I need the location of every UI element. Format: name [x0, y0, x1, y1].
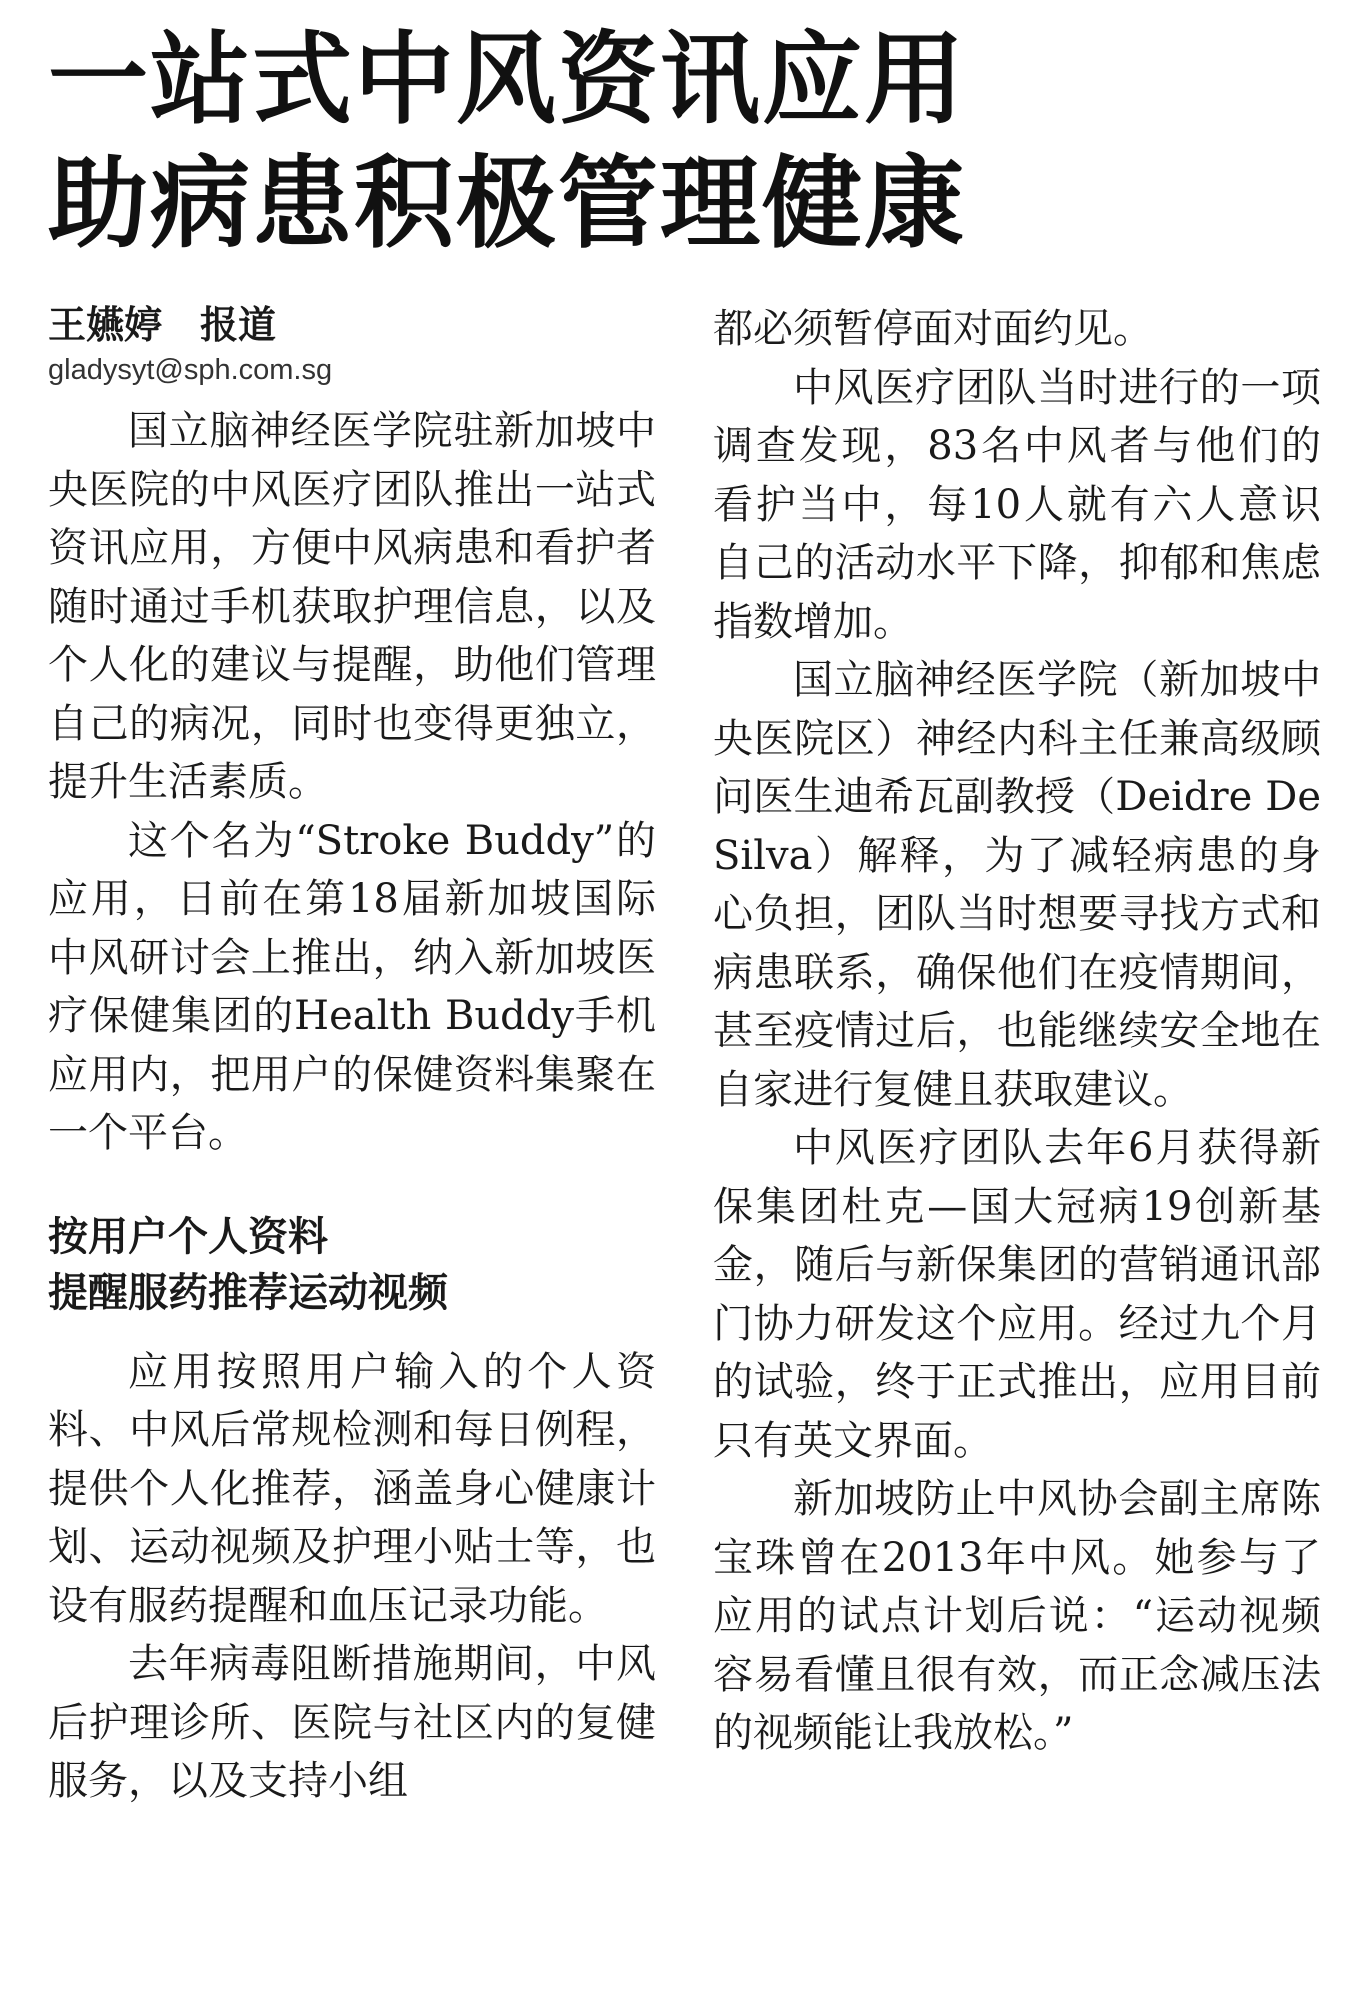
paragraph-6: 国立脑神经医学院（新加坡中央医院区）神经内科主任兼高级顾问医生迪希瓦副教授（Deidre De Silva）解释，为了减轻病患的身心负担，团队当时想要寻找方式和病患联系，确保他们在疫情期间，甚至疫情过后，也能继续安全地在自家进行复健且获取建议。: [713, 657, 1321, 1113]
paragraph-7: 中风医疗团队去年6月获得新保集团杜克—国大冠病19创新基金，随后与新保集团的营销通讯部门协力研发这个应用。经过九个月的试验，终于正式推出，应用目前只有英文界面。: [713, 1125, 1321, 1464]
subheading-line-2: 提醒服药推荐运动视频: [48, 1269, 448, 1316]
byline-author: 王嬿婷 报道: [48, 303, 277, 347]
left-column: [48, 300, 656, 1811]
paragraph-4: 去年病毒阻断措施期间，中风后护理诊所、医院与社区内的复健服务，以及支持小组: [48, 1641, 656, 1804]
byline-email: gladysyt@sph.com.sg: [48, 354, 333, 386]
headline-line-2: 助病患积极管理健康: [48, 145, 966, 262]
paragraph-1: 国立脑神经医学院驻新加坡中央医院的中风医疗团队推出一站式资讯应用，方便中风病患和看护者随时通过手机获取护理信息，以及个人化的建议与提醒，助他们管理自己的病况，同时也变得更独立，提升生活素质。: [48, 408, 656, 805]
paragraph-8: 新加坡防止中风协会副主席陈宝珠曾在2013年中风。她参与了应用的试点计划后说：“运动视频容易看懂且很有效，而正念减压法的视频能让我放松。”: [713, 1476, 1321, 1756]
right-column: [713, 300, 1321, 1763]
paragraph-3: 应用按照用户输入的个人资料、中风后常规检测和每日例程，提供个人化推荐，涵盖身心健康计划、运动视频及护理小贴士等，也设有服药提醒和血压记录功能。: [48, 1348, 656, 1629]
paragraph-5: 中风医疗团队当时进行的一项调查发现，83名中风者与他们的看护当中，每10人就有六人意识自己的活动水平下降，抑郁和焦虑指数增加。: [713, 364, 1321, 645]
headline: [48, 18, 1328, 266]
paragraph-2: 这个名为“Stroke Buddy”的应用，日前在第18届新加坡国际中风研讨会上推出，纳入新加坡医疗保健集团的Health Buddy手机应用内，把用户的保健资料集聚在一个平台。: [48, 817, 656, 1156]
subheading-line-1: 按用户个人资料: [48, 1213, 328, 1260]
paragraph-4-continued: 都必须暂停面对面约见。: [713, 306, 1153, 352]
headline-line-1: 一站式中风资讯应用: [48, 21, 966, 138]
subheading: [48, 1209, 656, 1321]
